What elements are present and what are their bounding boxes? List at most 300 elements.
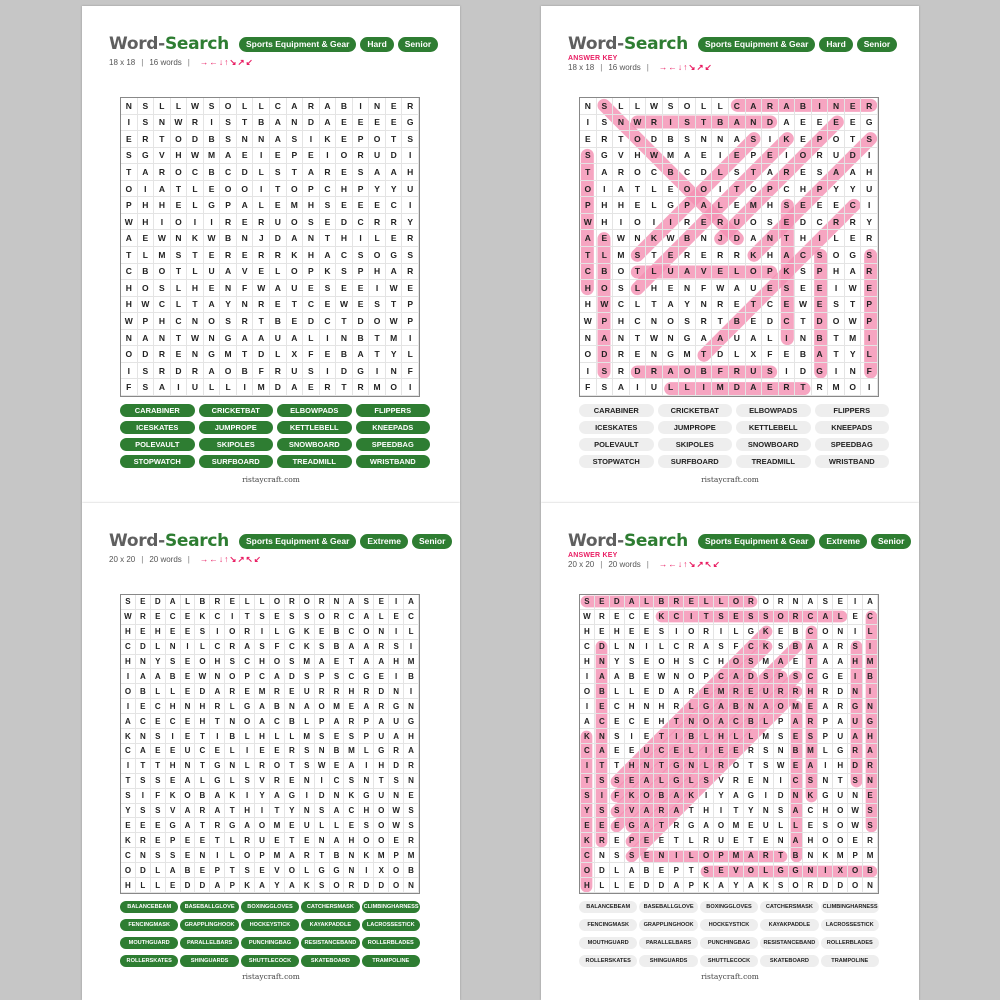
grid-letter: A	[712, 330, 729, 347]
grid-letter: T	[136, 759, 151, 774]
grid-letter: D	[136, 863, 151, 878]
grid-letter: E	[744, 818, 759, 833]
grid-letter: E	[320, 214, 337, 231]
grid-letter: P	[303, 264, 320, 281]
grid-letter: I	[237, 379, 254, 396]
grid-letter: D	[181, 878, 196, 893]
grid-letter: O	[121, 684, 136, 699]
grid-letter: P	[818, 714, 833, 729]
word-item: BASEBALLGLOVE	[180, 901, 238, 913]
grid-letter: F	[121, 379, 138, 396]
grid-letter: R	[240, 833, 255, 848]
grid-letter: U	[746, 363, 763, 380]
grid-letter: O	[848, 863, 863, 878]
grid-letter: L	[729, 346, 746, 363]
grid-letter: I	[759, 789, 774, 804]
grid-letter: S	[154, 280, 171, 297]
grid-letter: G	[386, 247, 403, 264]
answer-key-page-hard	[541, 6, 919, 503]
grid-letter: K	[818, 848, 833, 863]
grid-letter: N	[762, 230, 779, 247]
grid-letter: H	[336, 181, 353, 198]
grid-letter: T	[845, 131, 862, 148]
grid-letter: R	[344, 878, 359, 893]
grid-letter: W	[613, 230, 630, 247]
grid-letter: S	[204, 98, 221, 115]
grid-letter: I	[320, 330, 337, 347]
grid-letter: I	[861, 148, 878, 165]
grid-letter: B	[330, 848, 345, 863]
grid-letter: P	[762, 264, 779, 281]
grid-letter: E	[121, 131, 138, 148]
grid-letter: R	[303, 98, 320, 115]
grid-letter: Y	[610, 655, 625, 670]
grid-letter: E	[663, 280, 680, 297]
grid-letter: W	[389, 804, 404, 819]
grid-letter: E	[315, 625, 330, 640]
grid-letter: H	[344, 833, 359, 848]
grid-letter: N	[696, 297, 713, 314]
grid-letter: Y	[679, 297, 696, 314]
grid-letter: D	[195, 878, 210, 893]
grid-letter: G	[863, 714, 878, 729]
grid-letter: M	[270, 818, 285, 833]
grid-letter: R	[789, 684, 804, 699]
grid-letter: M	[404, 848, 419, 863]
grid-letter: A	[610, 669, 625, 684]
grid-letter: S	[300, 669, 315, 684]
grid-letter: D	[845, 148, 862, 165]
grid-letter: F	[696, 280, 713, 297]
grid-letter: I	[121, 669, 136, 684]
grid-letter: E	[610, 610, 625, 625]
grid-letter: B	[204, 164, 221, 181]
grid-letter: K	[759, 878, 774, 893]
grid-letter: R	[369, 214, 386, 231]
grid-letter: R	[812, 148, 829, 165]
grid-letter: K	[759, 625, 774, 640]
grid-letter: L	[712, 164, 729, 181]
grid-letter: S	[136, 804, 151, 819]
grid-letter: G	[138, 148, 155, 165]
grid-letter: P	[762, 181, 779, 198]
grid-letter: A	[154, 181, 171, 198]
grid-letter: S	[121, 148, 138, 165]
grid-letter: N	[253, 131, 270, 148]
grid-letter: L	[696, 98, 713, 115]
grid-letter: R	[613, 346, 630, 363]
grid-letter: A	[300, 699, 315, 714]
grid-letter: P	[597, 313, 614, 330]
grid-letter: T	[154, 131, 171, 148]
grid-letter: A	[121, 714, 136, 729]
grid-letter: N	[344, 848, 359, 863]
grid-letter: A	[729, 280, 746, 297]
grid-letter: M	[714, 684, 729, 699]
grid-letter: U	[759, 818, 774, 833]
grid-letter: A	[138, 164, 155, 181]
grid-letter: O	[359, 833, 374, 848]
grid-letter: V	[270, 863, 285, 878]
grid-letter: P	[287, 148, 304, 165]
grid-letter: N	[237, 131, 254, 148]
grid-letter: W	[630, 115, 647, 132]
grid-letter: W	[646, 148, 663, 165]
grid-letter: O	[220, 98, 237, 115]
grid-letter: S	[714, 640, 729, 655]
grid-letter: U	[729, 330, 746, 347]
grid-letter: W	[187, 330, 204, 347]
grid-letter: P	[220, 197, 237, 214]
word-item: CLIMBINGHARNESS	[362, 901, 420, 913]
grid-letter: I	[138, 181, 155, 198]
grid-letter: C	[580, 848, 595, 863]
grid-letter: N	[696, 230, 713, 247]
grid-letter: E	[848, 610, 863, 625]
grid-letter: D	[696, 164, 713, 181]
grid-letter: D	[630, 363, 647, 380]
answer-key-page-extreme	[541, 503, 919, 1000]
grid-letter: R	[828, 214, 845, 231]
grid-letter: R	[774, 684, 789, 699]
grid-letter: C	[610, 699, 625, 714]
grid-letter: E	[863, 789, 878, 804]
grid-letter: R	[744, 595, 759, 610]
grid-letter: E	[833, 669, 848, 684]
grid-letter: N	[863, 699, 878, 714]
grid-letter: T	[845, 297, 862, 314]
grid-letter: O	[287, 181, 304, 198]
grid-letter: W	[315, 759, 330, 774]
grid-letter: R	[402, 264, 419, 281]
grid-letter: L	[630, 98, 647, 115]
grid-letter: O	[848, 878, 863, 893]
grid-letter: C	[789, 774, 804, 789]
grid-letter: B	[812, 330, 829, 347]
grid-letter: I	[812, 98, 829, 115]
grid-letter: E	[729, 610, 744, 625]
grid-letter: S	[818, 818, 833, 833]
grid-letter: A	[845, 164, 862, 181]
grid-letter: K	[646, 230, 663, 247]
grid-letter: A	[270, 131, 287, 148]
word-item: POLEVAULT	[579, 438, 654, 451]
grid-letter: M	[863, 655, 878, 670]
grid-letter: S	[315, 878, 330, 893]
grid-letter: N	[646, 346, 663, 363]
grid-letter: P	[746, 148, 763, 165]
grid-letter: A	[240, 818, 255, 833]
grid-letter: E	[610, 744, 625, 759]
grid-letter: H	[580, 655, 595, 670]
grid-letter: R	[812, 379, 829, 396]
grid-letter: O	[369, 247, 386, 264]
word-list	[579, 901, 879, 967]
grid-letter: E	[374, 595, 389, 610]
grid-letter: R	[679, 214, 696, 231]
grid-letter: O	[795, 148, 812, 165]
grid-letter: B	[404, 863, 419, 878]
grid-letter: C	[404, 610, 419, 625]
grid-letter: N	[237, 297, 254, 314]
grid-letter: K	[121, 729, 136, 744]
grid-letter: B	[744, 714, 759, 729]
grid-letter: A	[779, 98, 796, 115]
grid-letter: P	[580, 197, 597, 214]
grid-letter: A	[204, 363, 221, 380]
grid-letter: I	[712, 181, 729, 198]
grid-letter: S	[303, 363, 320, 380]
grid-letter: L	[818, 744, 833, 759]
grid-letter: A	[744, 878, 759, 893]
grid-letter: B	[330, 744, 345, 759]
grid-letter: I	[210, 625, 225, 640]
grid-letter: H	[336, 230, 353, 247]
grid-letter: S	[774, 804, 789, 819]
grid-letter: O	[270, 655, 285, 670]
grid-letter: S	[344, 729, 359, 744]
grid-letter: K	[240, 878, 255, 893]
grid-letter: P	[669, 863, 684, 878]
grid-letter: L	[204, 379, 221, 396]
grid-letter: T	[795, 379, 812, 396]
grid-letter: C	[625, 714, 640, 729]
grid-letter: I	[136, 789, 151, 804]
word-item: ROLLERBLADES	[821, 937, 879, 949]
grid-letter: E	[151, 818, 166, 833]
grid-letter: W	[187, 148, 204, 165]
grid-letter: O	[580, 684, 595, 699]
grid-letter: H	[646, 280, 663, 297]
grid-letter: L	[729, 729, 744, 744]
grid-letter: A	[863, 744, 878, 759]
grid-letter: L	[833, 610, 848, 625]
grid-letter: I	[580, 669, 595, 684]
letter-grid	[579, 97, 879, 397]
word-item: TRAMPOLINE	[362, 955, 420, 967]
grid-letter: U	[204, 264, 221, 281]
grid-letter: S	[779, 197, 796, 214]
grid-letter: S	[404, 804, 419, 819]
grid-letter: R	[595, 833, 610, 848]
grid-letter: N	[404, 878, 419, 893]
grid-letter: L	[654, 774, 669, 789]
grid-letter: A	[374, 714, 389, 729]
grid-letter: D	[138, 346, 155, 363]
word-item: KETTLEBELL	[736, 421, 811, 434]
grid-letter: W	[580, 610, 595, 625]
grid-letter: K	[300, 640, 315, 655]
grid-letter: S	[610, 804, 625, 819]
grid-letter: N	[330, 595, 345, 610]
grid-letter: S	[863, 818, 878, 833]
grid-letter: N	[712, 131, 729, 148]
grid-letter: H	[210, 655, 225, 670]
grid-letter: C	[121, 640, 136, 655]
grid-letter: U	[746, 280, 763, 297]
grid-letter: T	[630, 181, 647, 198]
grid-letter: E	[303, 148, 320, 165]
grid-letter: B	[330, 640, 345, 655]
grid-letter: K	[121, 833, 136, 848]
word-item: SURFBOARD	[199, 455, 274, 468]
grid-letter: L	[270, 264, 287, 281]
grid-letter: I	[646, 214, 663, 231]
grid-letter: A	[344, 640, 359, 655]
grid-letter: S	[828, 297, 845, 314]
grid-letter: T	[225, 804, 240, 819]
grid-letter: K	[166, 789, 181, 804]
grid-letter: E	[610, 714, 625, 729]
grid-letter: R	[225, 684, 240, 699]
grid-letter: U	[287, 280, 304, 297]
grid-letter: B	[166, 669, 181, 684]
grid-letter: R	[300, 848, 315, 863]
grid-letter: M	[759, 655, 774, 670]
grid-letter: I	[818, 759, 833, 774]
grid-letter: S	[138, 379, 155, 396]
word-item: BOXINGGLOVES	[700, 901, 758, 913]
grid-letter: E	[353, 197, 370, 214]
grid-letter: C	[210, 610, 225, 625]
grid-letter: P	[774, 714, 789, 729]
grid-letter: R	[712, 247, 729, 264]
grid-letter: I	[580, 115, 597, 132]
grid-letter: C	[320, 181, 337, 198]
grid-letter: C	[669, 640, 684, 655]
grid-letter: E	[714, 863, 729, 878]
grid-letter: A	[696, 197, 713, 214]
grid-letter: L	[699, 759, 714, 774]
grid-letter: D	[151, 595, 166, 610]
grid-letter: E	[136, 625, 151, 640]
grid-letter: O	[663, 313, 680, 330]
grid-letter: C	[812, 214, 829, 231]
grid-letter: A	[359, 655, 374, 670]
grid-letter: A	[287, 98, 304, 115]
grid-letter: S	[625, 848, 640, 863]
grid-letter: H	[863, 729, 878, 744]
grid-letter: V	[166, 804, 181, 819]
grid-letter: E	[386, 230, 403, 247]
grid-size: 18 x 18	[109, 58, 136, 67]
answer-key-label: ANSWER KEY	[568, 55, 618, 62]
grid-letter: E	[336, 131, 353, 148]
grid-letter: C	[330, 774, 345, 789]
grid-letter: E	[204, 181, 221, 198]
grid-letter: I	[369, 280, 386, 297]
grid-letter: I	[580, 759, 595, 774]
grid-letter: B	[679, 230, 696, 247]
grid-letter: H	[625, 759, 640, 774]
grid-letter: I	[848, 625, 863, 640]
grid-letter: S	[138, 115, 155, 132]
grid-letter: N	[696, 131, 713, 148]
grid-letter: H	[154, 313, 171, 330]
grid-letter: H	[121, 625, 136, 640]
grid-letter: S	[597, 379, 614, 396]
grid-letter: A	[287, 330, 304, 347]
grid-letter: T	[121, 774, 136, 789]
grid-letter: L	[613, 98, 630, 115]
grid-letter: H	[762, 197, 779, 214]
grid-letter: E	[353, 280, 370, 297]
grid-letter: E	[663, 181, 680, 198]
word-item: POLEVAULT	[120, 438, 195, 451]
grid-letter: S	[795, 264, 812, 281]
grid-letter: B	[270, 313, 287, 330]
grid-letter: R	[402, 98, 419, 115]
word-item: STOPWATCH	[120, 455, 195, 468]
grid-letter: R	[253, 247, 270, 264]
grid-letter: R	[597, 131, 614, 148]
grid-letter: R	[330, 684, 345, 699]
grid-letter: F	[270, 640, 285, 655]
grid-letter: O	[121, 181, 138, 198]
grid-letter: B	[270, 699, 285, 714]
grid-letter: F	[861, 363, 878, 380]
grid-letter: T	[171, 264, 188, 281]
grid-size: 18 x 18	[568, 63, 595, 72]
grid-letter: R	[699, 833, 714, 848]
grid-letter: R	[779, 379, 796, 396]
grid-letter: I	[812, 230, 829, 247]
grid-letter: S	[389, 640, 404, 655]
grid-letter: B	[795, 98, 812, 115]
grid-letter: M	[330, 699, 345, 714]
grid-letter: L	[684, 699, 699, 714]
grid-letter: S	[774, 878, 789, 893]
grid-letter: W	[580, 313, 597, 330]
grid-letter: N	[679, 280, 696, 297]
grid-letter: T	[654, 818, 669, 833]
grid-letter: E	[181, 655, 196, 670]
grid-letter: A	[613, 379, 630, 396]
grid-letter: L	[187, 264, 204, 281]
word-item: BOXINGGLOVES	[241, 901, 299, 913]
grid-letter: O	[121, 346, 138, 363]
grid-letter: T	[240, 610, 255, 625]
grid-letter: T	[684, 804, 699, 819]
grid-letter: S	[255, 640, 270, 655]
grid-letter: E	[181, 714, 196, 729]
grid-letter: M	[300, 729, 315, 744]
grid-letter: N	[818, 774, 833, 789]
grid-letter: N	[315, 833, 330, 848]
grid-letter: N	[404, 699, 419, 714]
grid-letter: T	[580, 164, 597, 181]
grid-letter: E	[344, 699, 359, 714]
word-count: 16 words	[608, 63, 641, 72]
grid-letter: A	[237, 330, 254, 347]
grid-letter: E	[640, 669, 655, 684]
grid-letter: N	[154, 330, 171, 347]
grid-letter: E	[181, 684, 196, 699]
grid-letter: T	[774, 848, 789, 863]
grid-letter: N	[663, 330, 680, 347]
grid-letter: E	[729, 297, 746, 314]
grid-letter: L	[225, 833, 240, 848]
grid-letter: O	[220, 181, 237, 198]
grid-letter: N	[654, 848, 669, 863]
grid-letter: I	[210, 729, 225, 744]
grid-letter: P	[303, 181, 320, 198]
grid-letter: H	[580, 878, 595, 893]
grid-letter: A	[779, 115, 796, 132]
grid-letter: I	[171, 379, 188, 396]
grid-letter: E	[696, 247, 713, 264]
grid-letter: R	[154, 164, 171, 181]
